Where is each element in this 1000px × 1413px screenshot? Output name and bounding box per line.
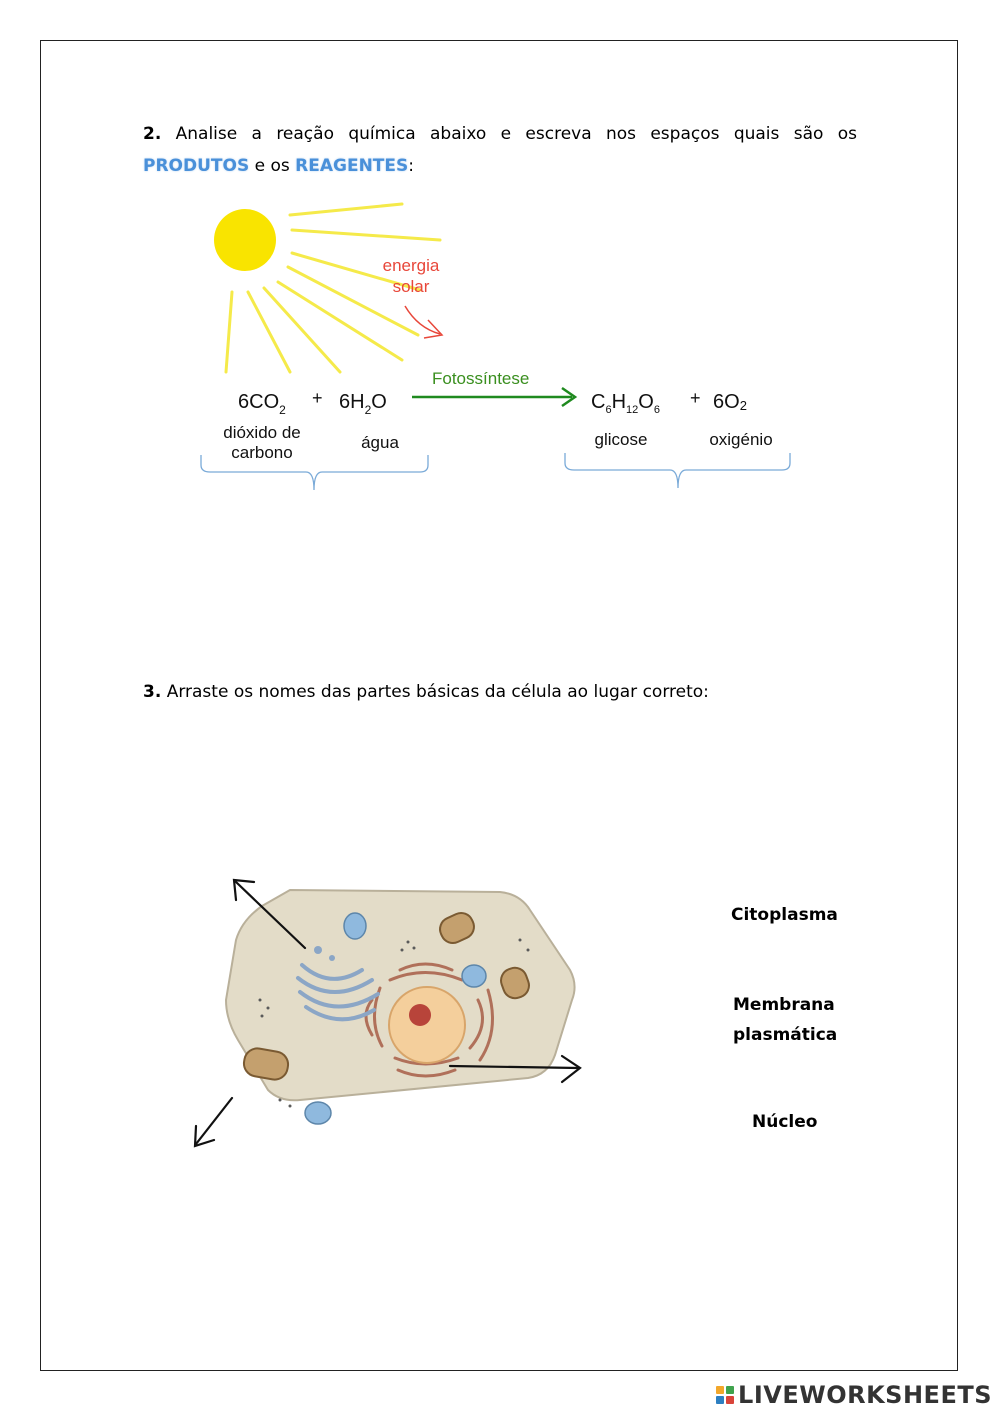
question-2-text-part: Analise a reação química abaixo e escreva nos espaços quais são os xyxy=(161,124,857,144)
sun-icon xyxy=(214,209,276,271)
plus-sign-2: + xyxy=(690,388,701,408)
name-co2-line1: dióxido de xyxy=(223,423,301,442)
label-nucleo[interactable] xyxy=(752,1107,817,1137)
vesicle xyxy=(314,946,322,954)
question-2-text-part: e os xyxy=(249,156,296,176)
reagentes-highlight: REAGENTES xyxy=(295,156,409,176)
plus-sign-1: + xyxy=(312,388,323,408)
nucleus xyxy=(389,987,465,1063)
label-membrana-plasmatica[interactable] xyxy=(733,990,837,1050)
question-2-number: 2. xyxy=(143,124,162,144)
animal-cell-diagram xyxy=(0,860,640,1160)
name-co2-line2: carbono xyxy=(231,443,293,462)
footer-brand xyxy=(716,1381,992,1409)
glucose-formula: $C_6H_{12}O_6$ xyxy=(591,391,660,416)
question-3-number: 3. xyxy=(143,682,162,702)
question-2-text-part: : xyxy=(408,156,414,176)
label-membrana-text-1: Membrana xyxy=(733,995,835,1015)
label-citoplasma-text: Citoplasma xyxy=(731,905,838,925)
name-h2o: água xyxy=(361,433,399,452)
process-label: Fotossíntese xyxy=(432,369,530,388)
name-o2: oxigénio xyxy=(709,430,773,449)
liveworksheets-logo-icon xyxy=(716,1386,734,1404)
energy-label-2: solar xyxy=(392,277,430,296)
produtos-highlight: PRODUTOS xyxy=(143,156,250,176)
lysosome xyxy=(462,965,486,987)
question-3-text-part: Arraste os nomes das partes básicas da célula ao lugar correto: xyxy=(161,682,709,702)
lysosome xyxy=(305,1102,331,1124)
lysosome xyxy=(344,913,366,939)
photosynthesis-diagram xyxy=(0,0,1000,520)
vesicle xyxy=(329,955,335,961)
co2-formula: $6CO_2$ xyxy=(238,391,286,417)
label-nucleo-text: Núcleo xyxy=(752,1112,818,1132)
energy-label-1: energia xyxy=(382,256,440,275)
question-3-text xyxy=(143,676,857,708)
nucleolus xyxy=(409,1004,431,1026)
h2o-formula: $6H_2O$ xyxy=(339,391,387,417)
label-membrana-text-2: plasmática xyxy=(733,1025,838,1045)
products-bracket xyxy=(565,453,790,488)
label-citoplasma[interactable] xyxy=(731,900,838,930)
footer-brand-text: LIVEWORKSHEETS xyxy=(738,1381,992,1409)
name-glucose: glicose xyxy=(594,430,648,449)
o2-formula: 6O2 xyxy=(713,391,747,413)
